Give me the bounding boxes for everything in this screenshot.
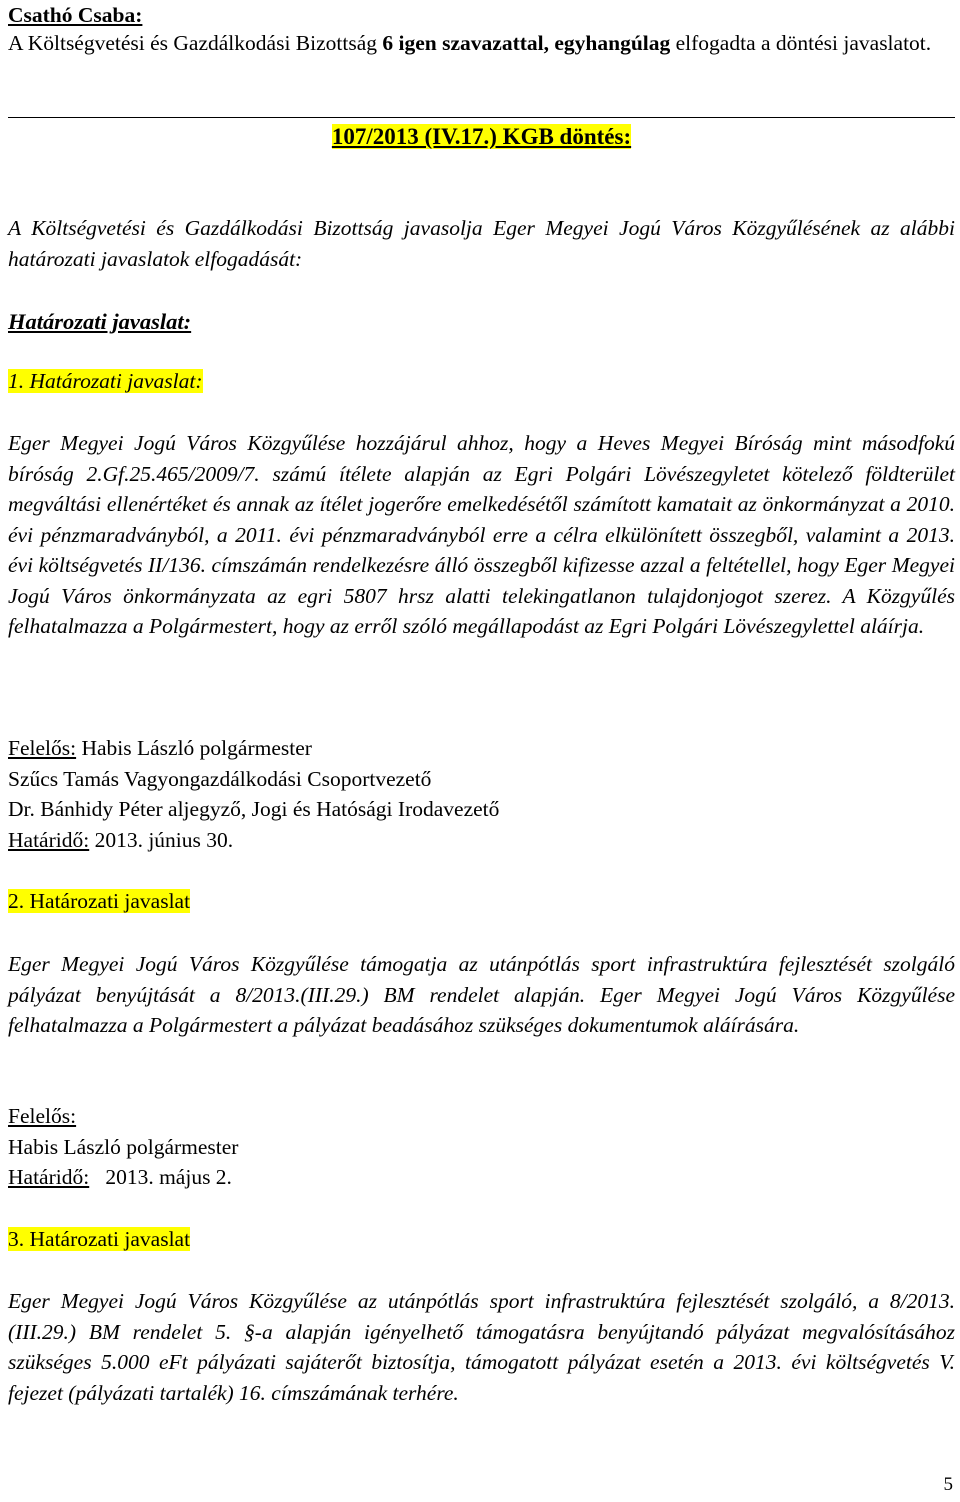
deadline-line-2	[8, 1162, 955, 1193]
decision-number: 107/2013 (IV.17.) KGB döntés:	[331, 124, 632, 149]
page-number: 5	[943, 1474, 953, 1495]
deadline-label-2: Határidő:	[8, 1165, 90, 1189]
responsible-label-2: Felelős:	[8, 1104, 77, 1128]
resolution-2-title	[8, 886, 955, 917]
deadline-label: Határidő:	[8, 827, 90, 852]
deadline-date-2: 2013. május 2.	[89, 1165, 232, 1189]
responsible-person-2: Szűcs Tamás Vagyongazdálkodási Csoportvezető	[8, 766, 432, 791]
resolution-2-responsibles	[8, 1101, 955, 1193]
resolution-1-responsibles	[8, 733, 955, 855]
responsible-label: Felelős:	[8, 736, 77, 760]
decision-intro: A Költségvetési és Gazdálkodási Bizottság javasolja Eger Megyei Jogú Város Közgyűlésének az alábbi határozati javaslatok elfogadását:	[8, 216, 955, 271]
speaker-name	[8, 0, 955, 31]
resolution-2-title-text: 2. Határozati javaslat	[8, 889, 191, 913]
decision-title	[8, 120, 955, 154]
resolution-1-title-text: 1. Határozati javaslat:	[8, 369, 203, 393]
resolution-3-title-text: 3. Határozati javaslat	[8, 1227, 191, 1251]
speaker-label: Csathó Csaba:	[8, 3, 143, 27]
section-heading	[8, 307, 955, 338]
vote-result: 6 igen szavazattal, egyhangúlag	[382, 31, 671, 55]
statement-text-a: A Költségvetési és Gazdálkodási Bizottság	[8, 31, 383, 55]
committee-statement	[8, 28, 955, 59]
section-divider	[8, 117, 955, 118]
resolution-3-body: Eger Megyei Jogú Város Közgyűlése az utánpótlás sport infrastruktúra fejlesztését szolgáló, a 8/2013.(III.29.) BM rendelet 5. §-a alapján igényelhető támogatásra benyújtandó pályázat megvalósításához szükséges 5.000 eFt pályázati sajáterőt biztosítja, támogatott pályázat esetén a 2013. évi költségvetés V. fejezet (pályázati tartalék) 16. címszámának terhére.	[8, 1289, 955, 1405]
responsible-person-1: Habis László polgármester	[76, 736, 312, 760]
responsible-person-3: Dr. Bánhidy Péter aljegyző, Jogi és Hatósági Irodavezető	[8, 797, 500, 821]
resolution-1-body: Eger Megyei Jogú Város Közgyűlése hozzájárul ahhoz, hogy a Heves Megyei Bíróság mint másodfokú bíróság 2.Gf.25.465/2009/7. számú ítélete alapján az Egri Polgári Lövészegyletet kötelező földterület megváltási ellenértéket és annak az ítélet jogerőre emelkedésétől számított kamatait az önkormányzat a 2010. évi pénzmaradványból, a 2011. évi pénzmaradványból erre a célra elkülönített összegből, valamint a 2013. évi költségvetés II/136. címszámán rendelkezésre álló összegből kifizesse azzal a feltétellel, hogy Eger Megyei Jogú Város önkormányzata az egri 5807 hrsz alatti telekingatlanon tulajdonjogot szerez. A Közgyűlés felhatalmazza a Polgármestert, hogy az erről szóló megállapodást az Egri Polgári Lövészegylettel aláírja.	[8, 431, 955, 638]
responsible-line-1	[8, 733, 955, 764]
resolution-2-body: Eger Megyei Jogú Város Közgyűlése támogatja az utánpótlás sport infrastruktúra fejlesztését szolgáló pályázat benyújtását a 8/2013.(III.29.) BM rendelet alapján. Eger Megyei Jogú Város Közgyűlése felhatalmazza a Polgármestert a pályázat beadásához szükséges dokumentumok aláírására.	[8, 952, 955, 1037]
resolution-3-title	[8, 1224, 955, 1255]
deadline-line-1	[8, 825, 955, 856]
resolution-1-title	[8, 366, 955, 397]
responsible-person-2-1: Habis László polgármester	[8, 1134, 239, 1159]
section-heading-text: Határozati javaslat:	[8, 309, 192, 334]
statement-text-b: elfogadta a döntési javaslatot.	[670, 31, 932, 55]
deadline-date: 2013. június 30.	[89, 827, 234, 852]
